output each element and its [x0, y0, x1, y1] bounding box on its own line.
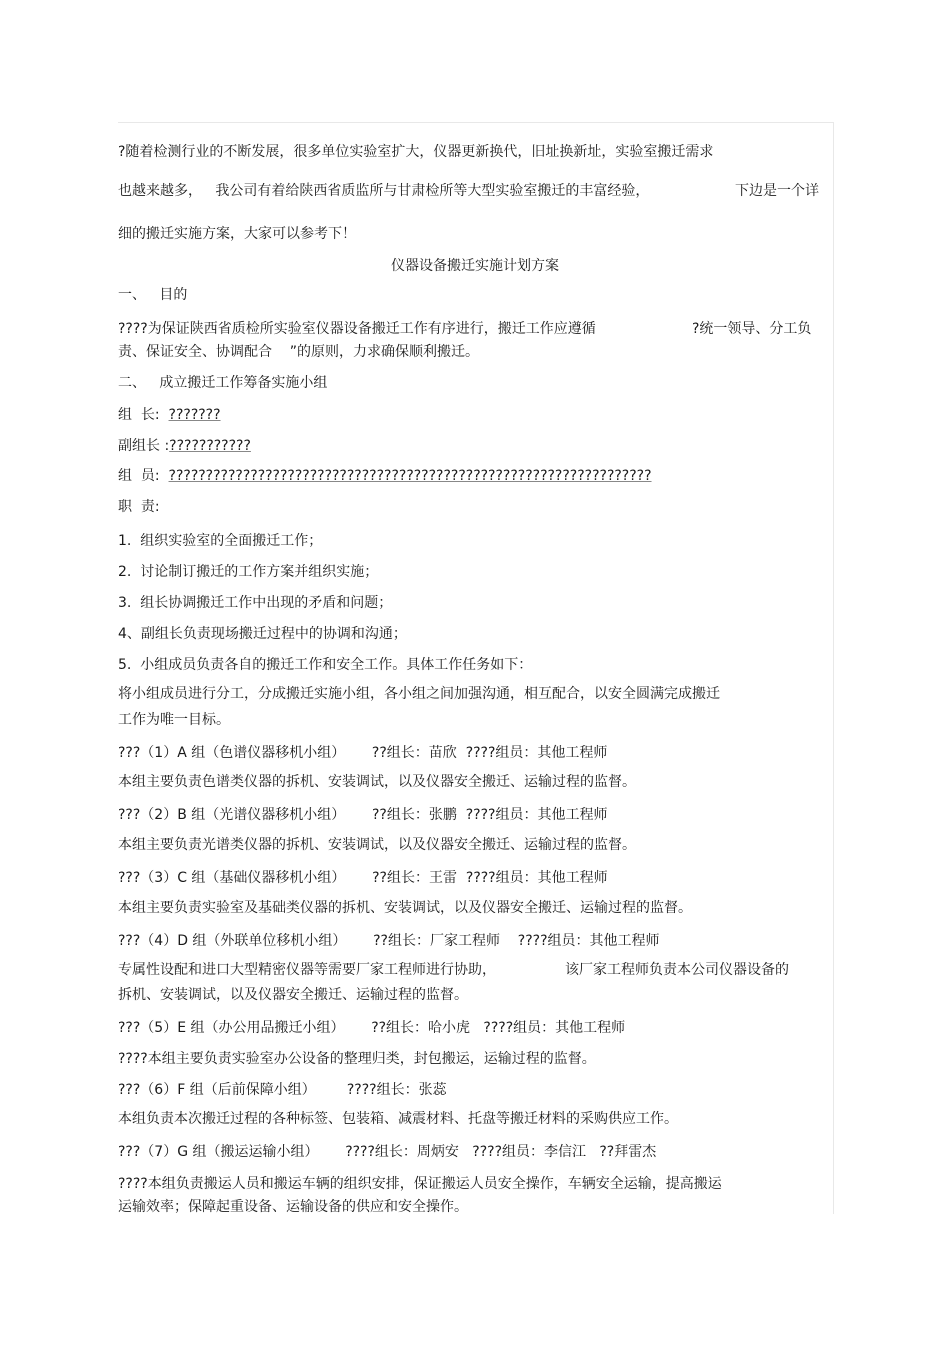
group-g-description-2: 运输效率；保障起重设备、运输设备的供应和安全操作。: [118, 1199, 468, 1215]
purpose-line-1-end: ?统一领导、分工负: [692, 321, 812, 337]
leader-value: ???????: [168, 407, 221, 423]
page-border-right: [833, 122, 834, 1214]
section-2-heading: 二、 成立搬迁工作筹备实施小组: [118, 375, 328, 391]
vice-leader-value: ???????????: [169, 438, 251, 454]
section-1-heading: 一、 目的: [118, 287, 188, 303]
intro-line-1: ?随着检测行业的不断发展，很多单位实验室扩大，仪器更新换代，旧址换新址，实验室搬迁需求: [118, 144, 714, 160]
group-c-description: 本组主要负责实验室及基础类仪器的拆机、安装调试，以及仪器安全搬迁、运输过程的监督。: [118, 900, 692, 916]
purpose-line-2: 责、保证安全、协调配合 ”的原则，力求确保顺利搬迁。: [118, 344, 480, 360]
vice-leader-row: [118, 437, 251, 455]
group-f-heading: ???（6）F 组（后前保障小组） ????组长：张蕊: [118, 1082, 447, 1098]
page-border-top: [118, 122, 833, 123]
group-g-description-1: ????本组负责搬运人员和搬运车辆的组织安排，保证搬运人员安全操作，车辆安全运输，提高搬运: [118, 1176, 722, 1192]
group-f-description: 本组负责本次搬迁过程的各种标签、包装箱、减震材料、托盘等搬迁材料的采购供应工作。: [118, 1111, 678, 1127]
group-c-heading: ???（3）C 组（基础仪器移机小组） ??组长：王雷 ????组员：其他工程师: [118, 870, 608, 886]
duty-item: 2. 讨论制订搬迁的工作方案并组织实施；: [118, 564, 379, 580]
duty-item: 4、副组长负责现场搬迁过程中的协调和沟通；: [118, 626, 407, 642]
group-e-description: ????本组主要负责实验室办公设备的整理归类，封包搬运，运输过程的监督。: [118, 1051, 596, 1067]
intro-line-2-end: 下边是一个详: [735, 183, 819, 199]
division-line-2: 工作为唯一目标。: [118, 712, 230, 728]
leader-row: [118, 406, 221, 424]
members-value: ?????????????????????????????????????????????????????????????????: [168, 468, 652, 484]
duty-item: 5. 小组成员负责各自的搬迁工作和安全工作。具体工作任务如下：: [118, 657, 533, 673]
document-title: 仪器设备搬迁实施计划方案: [391, 258, 559, 274]
group-b-heading: ???（2）B 组（光谱仪器移机小组） ??组长：张鹏 ????组员：其他工程师: [118, 807, 608, 823]
intro-line-3: 细的搬迁实施方案，大家可以参考下！: [118, 226, 356, 242]
duty-item: 1. 组织实验室的全面搬迁工作；: [118, 533, 323, 549]
group-d-description-2: 拆机、安装调试，以及仪器安全搬迁、运输过程的监督。: [118, 987, 468, 1003]
group-d-description-1: 专属性设配和进口大型精密仪器等需要厂家工程师进行协助，: [118, 962, 496, 978]
purpose-line-1: ????为保证陕西省质检所实验室仪器设备搬迁工作有序进行，搬迁工作应遵循: [118, 321, 596, 337]
group-a-description: 本组主要负责色谱类仪器的拆机、安装调试，以及仪器安全搬迁、运输过程的监督。: [118, 774, 636, 790]
duty-item: 3. 组长协调搬迁工作中出现的矛盾和问题；: [118, 595, 393, 611]
duties-label: 职 责:: [118, 499, 160, 515]
group-d-heading: ???（4）D 组（外联单位移机小组） ??组长：厂家工程师 ????组员：其他工程师: [118, 933, 660, 949]
intro-line-2: 也越来越多， 我公司有着给陕西省质监所与甘肃检所等大型实验室搬迁的丰富经验，: [118, 183, 650, 199]
leader-label: 组 长:: [118, 407, 169, 423]
group-e-heading: ???（5）E 组（办公用品搬迁小组） ??组长：哈小虎 ????组员：其他工程师: [118, 1020, 626, 1036]
division-line-1: 将小组成员进行分工，分成搬迁实施小组，各小组之间加强沟通，相互配合，以安全圆满完成搬迁: [118, 686, 720, 702]
vice-leader-label: 副组长 :: [118, 438, 170, 454]
members-row: [118, 467, 652, 485]
group-b-description: 本组主要负责光谱类仪器的拆机、安装调试，以及仪器安全搬迁、运输过程的监督。: [118, 837, 636, 853]
group-d-description-1-end: 该厂家工程师负责本公司仪器设备的: [565, 962, 789, 978]
group-a-heading: ???（1）A 组（色谱仪器移机小组） ??组长：苗欣 ????组员：其他工程师: [118, 745, 608, 761]
group-g-heading: ???（7）G 组（搬运运输小组） ????组长：周炳安 ????组员：李信江 ??拜雷杰: [118, 1144, 657, 1160]
members-label: 组 员:: [118, 468, 169, 484]
